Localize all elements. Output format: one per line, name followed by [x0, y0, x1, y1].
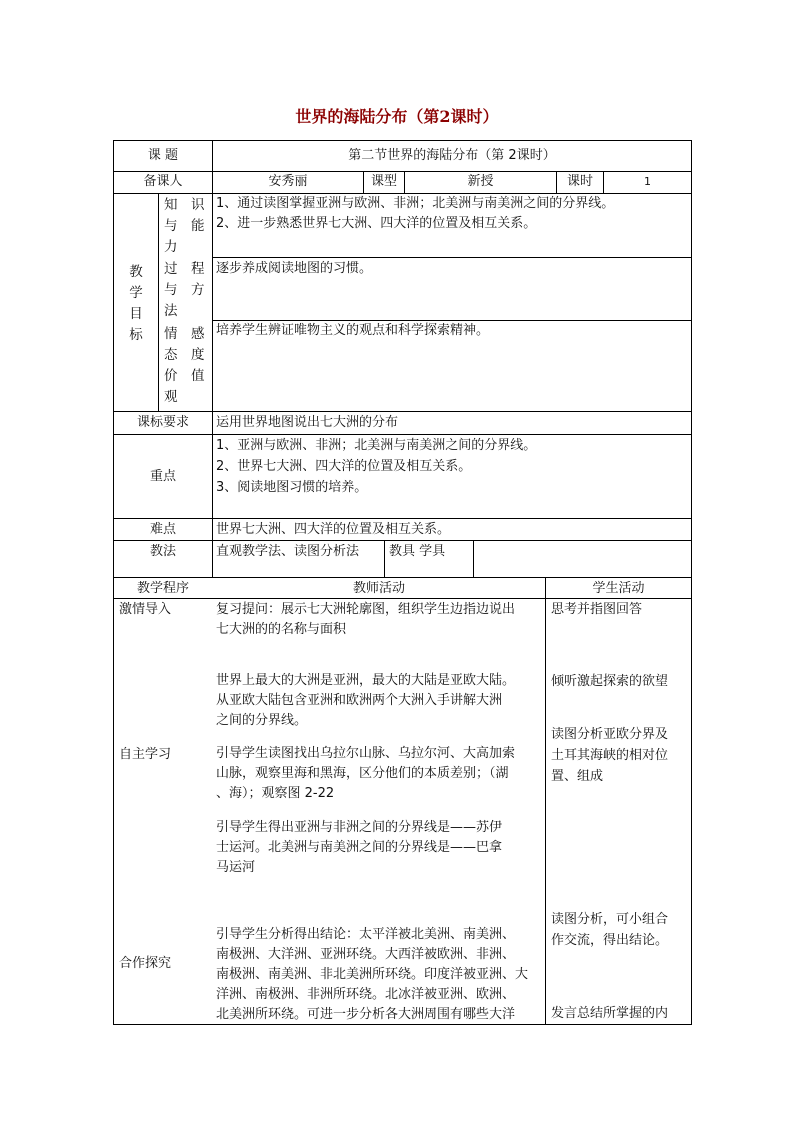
emotion-text: 培养学生辨证唯物主义的观点和科学探索精神。	[216, 323, 490, 338]
document-title: 世界的海陆分布（第2课时）	[295, 107, 499, 126]
difficult-label: 难点	[149, 522, 176, 537]
student-block-3: 读图分析亚欧分界及 土耳其海峡的相对位 置、组成	[551, 727, 669, 784]
student-block-1: 思考并指图回答	[551, 602, 643, 617]
type-label: 课型	[370, 174, 397, 189]
teacher-block-1: 复习提问：展示七大洲轮廓图，组织学生边指边说出 七大洲的的名称与面积	[216, 602, 516, 637]
difficult-text: 世界七大洲、四大洋的位置及相互关系。	[216, 522, 451, 537]
period-label: 课时	[566, 174, 593, 189]
preparer-value: 安秀丽	[268, 174, 308, 189]
standard-text: 运用世界地图说出七大洲的分布	[216, 415, 399, 430]
process-label: 过 程 与 方 法	[164, 261, 205, 319]
stage-intro: 激情导入	[119, 602, 172, 617]
goals-label: 教 学 目 标	[129, 264, 143, 343]
list-item: 1、亚洲与欧洲、非洲；北美洲与南美洲之间的分界线。	[216, 438, 537, 453]
list-item: 3、阅读地图习惯的培养。	[216, 480, 368, 495]
teacher-block-4: 引导学生得出亚洲与非洲之间的分界线是——苏伊 士运河。北美洲与南美洲之间的分界线是——巴拿 马运河	[216, 820, 503, 875]
topic-label: 课 题	[147, 148, 179, 163]
emotion-label: 情 感 态 度 价 值 观	[164, 326, 205, 405]
stage-self-study: 自主学习	[119, 747, 172, 762]
teacher-block-2: 世界上最大的大洲是亚洲，最大的大陆是亚欧大陆。 从亚欧大陆包含亚洲和欧洲两个大洲入手讲解大洲 之间的分界线。	[216, 673, 516, 728]
student-block-5: 发言总结所掌握的内	[551, 1006, 669, 1021]
col-student-header: 学生活动	[592, 581, 645, 596]
key-points-label: 重点	[149, 469, 176, 484]
teacher-block-3: 引导学生读图找出乌拉尔山脉、乌拉尔河、大高加索 山脉，观察里海和黑海，区分他们的本质差别；（湖 、海）；观察图 2-22	[216, 746, 516, 801]
process-text: 逐步养成阅读地图的习惯。	[216, 261, 373, 276]
topic-value: 第二节世界的海陆分布（第 2课时）	[348, 148, 556, 163]
method-text: 直观教学法、读图分析法	[216, 544, 360, 559]
method-label: 教法	[149, 544, 176, 559]
student-block-2: 倾听激起探索的欲望	[551, 674, 669, 689]
stage-cooperate: 合作探究	[119, 956, 172, 971]
student-block-4: 读图分析，可小组合 作交流，得出结论。	[551, 912, 669, 948]
knowledge-label: 知 识 与 能 力	[164, 197, 205, 255]
standard-label: 课标要求	[136, 415, 189, 430]
teacher-block-5: 引导学生分析得出结论：太平洋被北美洲、南美洲、 南极洲、大洋洲、亚洲环绕。大西洋被欧洲、非洲、 南极洲、南美洲、非北美洲所环绕。印度洋被亚洲、大 洋洲、南极洲、非洲所环绕。北冰洋被亚洲、欧洲、 北美洲所环绕。可进一步分析各大洲周围有哪些大洋	[216, 927, 529, 1022]
tools-label: 教具 学具	[389, 544, 446, 559]
col-stage-header: 教学程序	[136, 581, 189, 596]
type-value: 新授	[467, 174, 494, 189]
list-item: 2、世界七大洲、四大洋的位置及相互关系。	[216, 459, 472, 474]
key-points-list	[216, 435, 536, 498]
knowledge-text: 1、通过读图掌握亚洲与欧洲、非洲；北美洲与南美洲之间的分界线。 2、进一步熟悉世界七大洲、四大洋的位置及相互关系。	[216, 196, 615, 231]
preparer-label: 备课人	[143, 174, 183, 189]
period-value: 1	[644, 175, 651, 188]
col-teacher-header: 教师活动	[352, 581, 405, 596]
